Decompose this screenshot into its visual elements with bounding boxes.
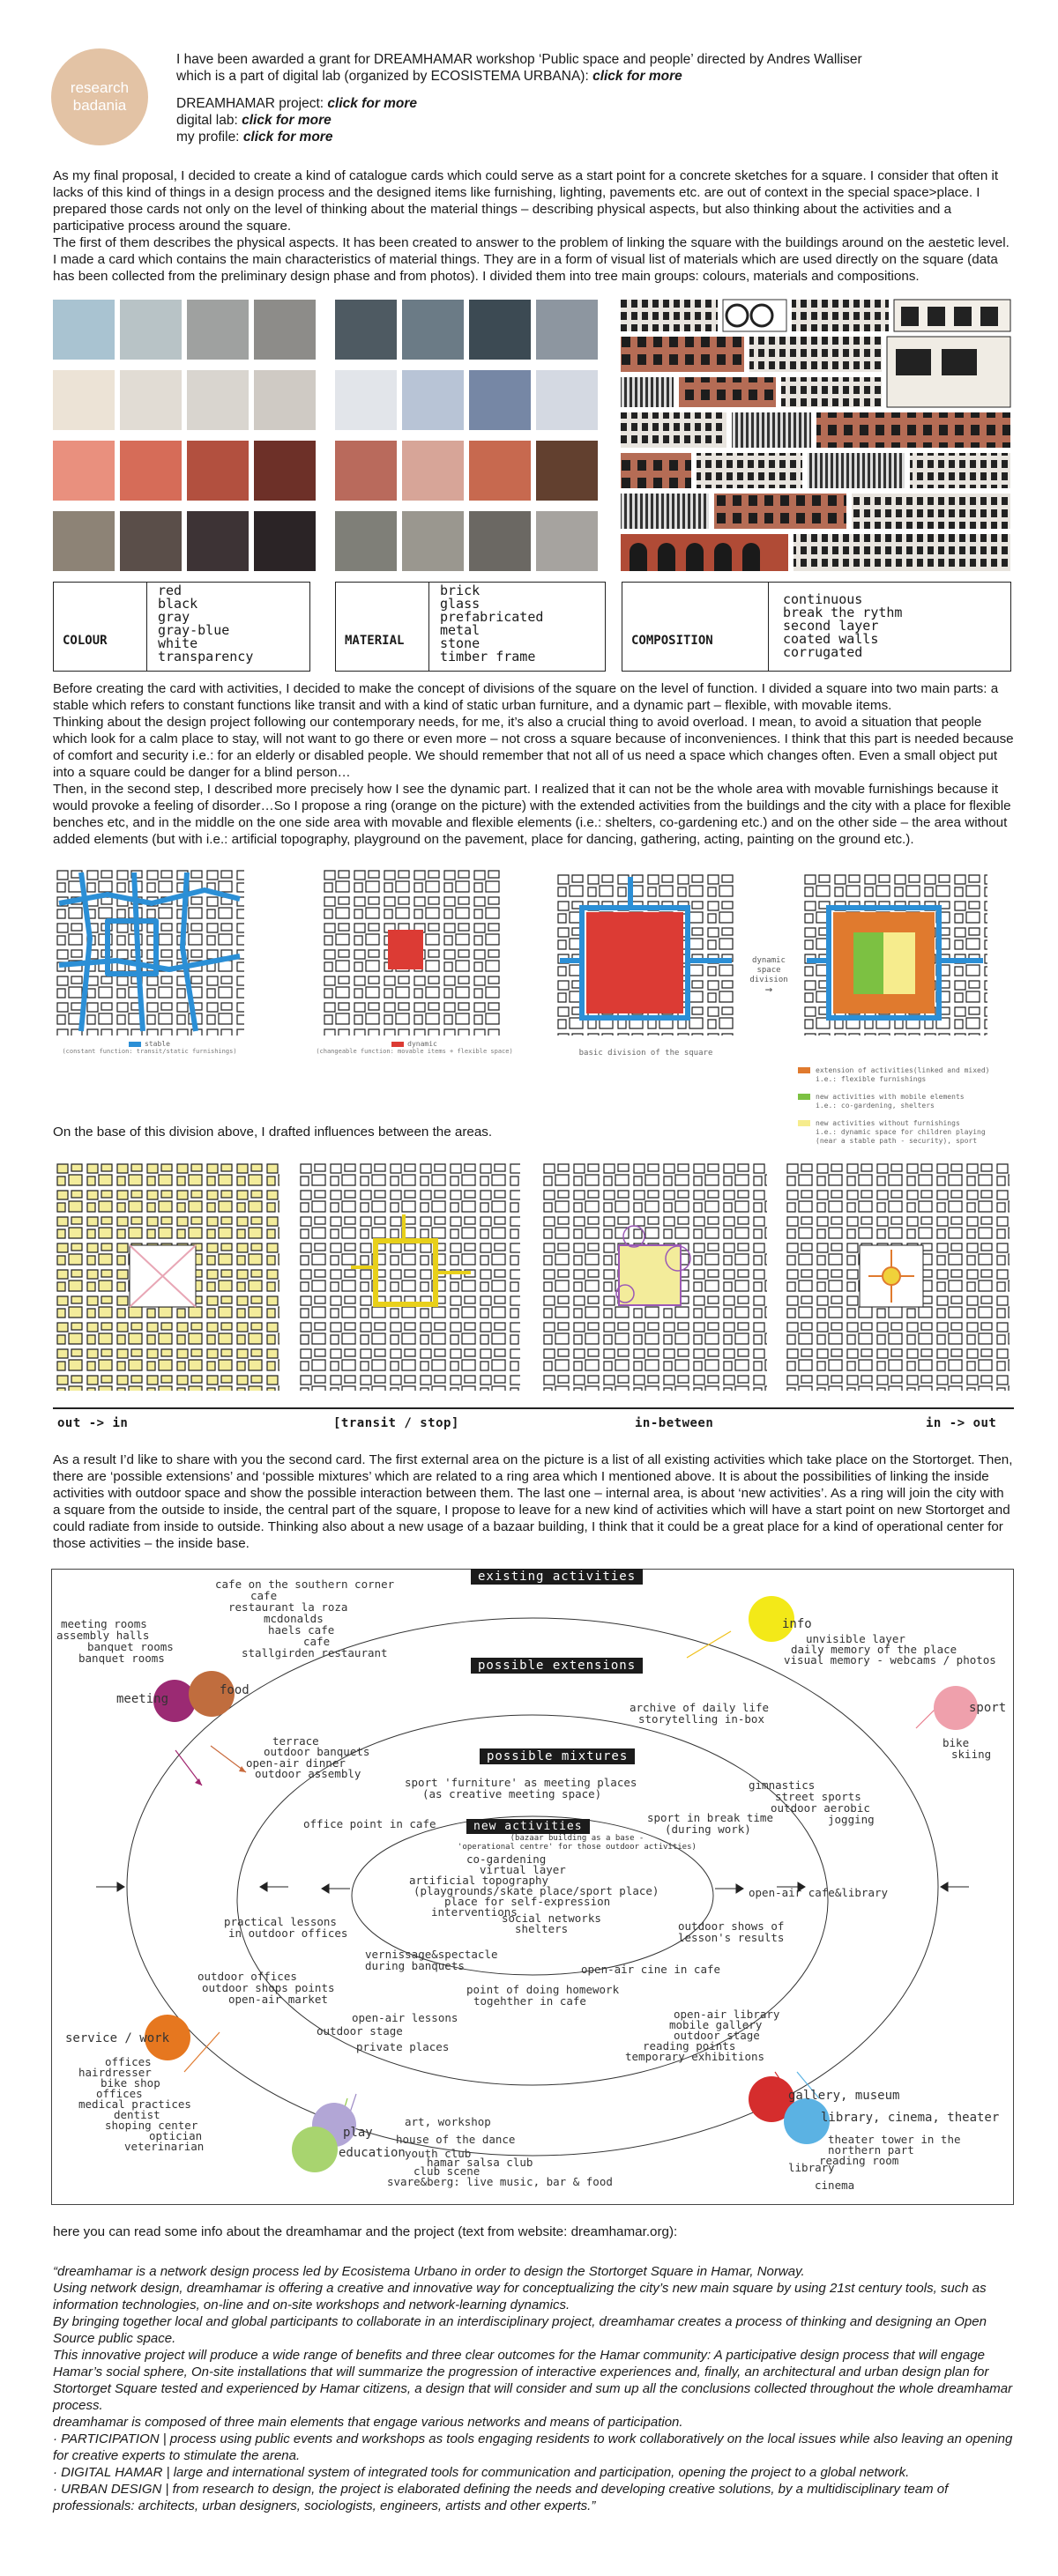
diagram-text: mobile gallery [669, 2018, 763, 2031]
card-item: white [158, 635, 198, 651]
card-item: break the rythm [783, 605, 903, 620]
diagram-text: terrace [272, 1734, 319, 1748]
card-item: corrugated [783, 644, 863, 660]
card-item: metal [440, 622, 481, 638]
material-swatch [469, 441, 531, 501]
card-label: COLOUR [63, 634, 108, 648]
map-icon [55, 1162, 279, 1391]
material-swatch [536, 441, 598, 501]
diagram-text: cafe [303, 1635, 331, 1648]
education-circle [292, 2127, 338, 2172]
legend-swatch [798, 1094, 810, 1100]
diagram-text: northern part [828, 2143, 914, 2157]
colour-swatch [120, 511, 182, 571]
diagram-text: storytelling in-box [638, 1712, 764, 1726]
material-swatch [335, 511, 397, 571]
intro-line-2-text: which is a part of digital lab (organized by ECOSISTEMA URBANA): [176, 69, 593, 84]
card-item: transparency [158, 649, 254, 664]
legend-line: i.e.: dynamic space for children playing [816, 1128, 986, 1136]
diagram-text: hamar salsa club [427, 2156, 533, 2169]
card-label: MATERIAL [345, 634, 405, 648]
diagram-text: veterinarian [124, 2140, 205, 2153]
diagram-text: (bazaar building as a base - [510, 1834, 644, 1843]
diagram-text: haels cafe [268, 1623, 335, 1637]
diagram-text: skiing [951, 1748, 992, 1761]
diagram-text: reading points [643, 2039, 736, 2053]
diagram-text: bike [943, 1736, 970, 1749]
quote-paragraph: · PARTICIPATION | process using public events and workshops as tools engaging residents to work collaboratively on the local issues while also leaving an opening for creative experts to stimulate the arena. [53, 2431, 1013, 2463]
legend-swatch [798, 1067, 810, 1073]
division-arrow-label [742, 956, 795, 995]
colour-swatch [120, 370, 182, 430]
diagram-text: cinema [815, 2179, 855, 2192]
diagram-text: youth club [405, 2147, 472, 2160]
legend-sub: (constant function: transit/static furnishings) [62, 1048, 237, 1055]
diagram-text: vernissage&spectacle [365, 1948, 498, 1961]
colour-card [53, 582, 310, 672]
intro-line-2 [176, 68, 970, 85]
material-swatch-grid [335, 300, 600, 573]
research-badge [51, 48, 148, 145]
diagram-text: (playgrounds/skate place/sport place) [414, 1884, 659, 1897]
diagram-text: place for self-expression [444, 1895, 611, 1908]
food-label: food [220, 1683, 250, 1697]
diagram-text: offices [96, 2087, 143, 2100]
composition-card [622, 582, 1011, 672]
education-label: education [339, 2146, 406, 2160]
card-divider [428, 583, 429, 671]
card-divider [146, 583, 147, 671]
paragraph: Before creating the card with activities, I decided to make the concept of divisions of the square on the level of function. I divided a square into two main parts: a stable which refers to constant functions like transit and with a kind of static urban furniture, and a dynamic part – flexible, with movable items. [53, 681, 999, 713]
material-swatch [536, 370, 598, 430]
diagram-text: jogging [828, 1813, 875, 1826]
card-item: gray [158, 609, 190, 625]
material-swatch [536, 300, 598, 360]
colour-swatch-grid [53, 300, 317, 573]
diagram-text: open-air dinner [246, 1756, 346, 1770]
ecosistema-link[interactable]: click for more [592, 69, 682, 84]
material-swatch [469, 370, 531, 430]
diagram-text: cafe on the southern corner [215, 1578, 395, 1591]
material-swatch [335, 441, 397, 501]
diagram-text: bike shop [101, 2076, 160, 2090]
dynamic-map [322, 868, 503, 1036]
paragraph: Thinking about the design project following our contemporary needs, for me, it’s also a crucial thing to avoid overload. I mean, to avoid a situation that people which look for a calm place to stay, will not want to go there or even more – not cross a square because of inconveniences. I think that this part is needed because of comfort and security i.e.: for an elderly or disabled people. We should remember that not all of us need a space which changes often. Even a small object put into a square could be danger for a blind person… [53, 715, 1014, 780]
diagram-text: stallgirden restaurant [242, 1646, 388, 1659]
diagram-text: archive of daily life [630, 1701, 770, 1714]
diagram-text: meeting rooms [61, 1617, 147, 1630]
diagram-text: mcdonalds [264, 1612, 324, 1625]
material-swatch [402, 300, 464, 360]
diagram-text: theater tower in the [828, 2133, 961, 2146]
colour-swatch [53, 300, 115, 360]
colour-swatch [254, 370, 316, 430]
meeting-label: meeting [116, 1692, 169, 1706]
influence-map-out-in [55, 1162, 279, 1391]
project-link[interactable]: click for more [327, 96, 418, 111]
basic-division-caption: basic division of the square [578, 1049, 713, 1058]
diagram-text: banquet rooms [78, 1652, 165, 1665]
info-intro: here you can read some info about the dreamhamar and the project (text from website: dreamhamar.org): [53, 2224, 678, 2239]
card-item: timber frame [440, 649, 536, 664]
colour-swatch [187, 441, 249, 501]
quote-paragraph: By bringing together local and global participants to collaborate in an interdisciplinary project, dreamhamar creates a process of thinking and designing an Open Source public space. [53, 2314, 987, 2346]
map-icon [298, 1162, 520, 1391]
diagram-text: during banquets [365, 1959, 465, 1972]
paragraph: The first of them describes the physical aspects. It has been created to answer to the problem of linking the square with the buildings around on the aestetic level. I made a card which contains the main characteristics of material things. They are in a form of visual list of materials which are used directly on the square (data has been collected from the preliminary design phase and from photos). I divided them into tree main groups: colours, materials and compositions. [53, 235, 1010, 284]
colour-swatch [187, 300, 249, 360]
diagram-text: open-air cafe&library [749, 1886, 889, 1899]
diagram-text: dentist [114, 2108, 160, 2121]
project-label: DREAMHAMAR project: [176, 96, 328, 111]
material-swatch [335, 370, 397, 430]
info-label: info [782, 1617, 812, 1631]
diagram-text: private places [356, 2040, 450, 2053]
card-item: black [158, 596, 198, 612]
dynamic-division-map [802, 872, 987, 1036]
diagram-text: office point in cafe [303, 1817, 436, 1830]
diagram-text: offices [105, 2055, 152, 2068]
material-swatch [469, 511, 531, 571]
dreamhamar-quote [53, 2263, 1014, 2514]
material-swatch [402, 511, 464, 571]
colour-swatch [120, 300, 182, 360]
material-swatch [536, 511, 598, 571]
diagram-text: practical lessons [224, 1915, 337, 1928]
colour-swatch [53, 441, 115, 501]
possible-mixtures-header: possible mixtures [480, 1748, 635, 1764]
library-label: library, cinema, theater [821, 2111, 1000, 2125]
diagram-text: social networks [502, 1912, 601, 1925]
legend-line: i.e.: flexible furnishings [816, 1075, 927, 1083]
diagram-text: cafe [250, 1589, 278, 1602]
composition-photos [619, 298, 1012, 573]
diagram-text: 'operational centre' for those outdoor activities) [458, 1843, 697, 1852]
material-swatch [469, 300, 531, 360]
diagram-text: assembly halls [56, 1629, 150, 1642]
diagram-text: shoping center [105, 2119, 198, 2132]
label-transit-stop: [transit / stop] [333, 1416, 459, 1430]
card-item: brick [440, 583, 481, 598]
lab-link[interactable]: click for more [242, 113, 332, 128]
material-swatch [402, 370, 464, 430]
new-activities-header: new activities [466, 1819, 590, 1834]
diagram-text: hairdresser [78, 2066, 152, 2079]
diagram-text: point of doing homework [466, 1983, 620, 1996]
diagram-text: club scene [414, 2164, 481, 2178]
map-icon [555, 872, 736, 1036]
quote-paragraph: · DIGITAL HAMAR | large and international system of integrated tools for communication and participation, opening the project to a global network. [53, 2465, 910, 2480]
diagram-text: outdoor stage [674, 2029, 760, 2042]
building-facade-icon [619, 298, 1012, 573]
basic-division-map [555, 872, 736, 1036]
diagram-text: house of the dance [396, 2133, 516, 2146]
diagram-text: co-gardening [466, 1852, 547, 1866]
card-item: glass [440, 596, 481, 612]
legend-line: i.e.: co-gardening, shelters [816, 1102, 935, 1110]
material-swatch [402, 441, 464, 501]
diagram-text: art, workshop [405, 2115, 491, 2128]
diagram-text: outdoor stage [317, 2024, 403, 2038]
diagram-text: svare&berg: live music, bar & food [387, 2175, 613, 2188]
card-item: red [158, 583, 183, 598]
division-label: dynamic [752, 956, 786, 965]
card-item: stone [440, 635, 481, 651]
colour-swatch [53, 511, 115, 571]
legend-sub: (changeable function: movable items + flexible space) [316, 1048, 513, 1055]
possible-extensions-header: possible extensions [471, 1658, 643, 1674]
card-list [783, 593, 902, 659]
colour-swatch [254, 511, 316, 571]
badge-line-2: badania [72, 97, 127, 114]
label-out-in: out -> in [57, 1416, 129, 1430]
diagram-text: outdoor assembly [255, 1767, 361, 1780]
gallery-label: gallery, museum [788, 2089, 900, 2103]
card-item: continuous [783, 591, 863, 607]
map-icon [541, 1162, 767, 1391]
profile-link[interactable]: click for more [242, 130, 333, 145]
colour-swatch [254, 441, 316, 501]
sport-label: sport [969, 1701, 1007, 1715]
diagram-text: open-air cine in cafe [581, 1963, 721, 1976]
quote-paragraph: dreamhamar is composed of three main elements that engage various networks and means of participation. [53, 2415, 683, 2430]
label-in-out: in -> out [926, 1416, 997, 1430]
diagram-text: gimnastics [749, 1778, 816, 1792]
profile-line [176, 129, 970, 145]
influence-map-in-out [785, 1162, 1010, 1391]
diagram-text: sport 'furniture' as meeting places [405, 1776, 637, 1789]
diagram-text: daily memory of the place [791, 1643, 957, 1656]
arrow-right-icon: → [764, 983, 773, 997]
second-card-paragraph: As a result I’d like to share with you the second card. The first external area on the picture is a list of all existing activities which take place on the Stortorget. Then, there are ‘possible extensions’ and ‘possible mixtures’ which are related to a ring area which I mentioned above. It is about the possibilities of linking the inside activities with outdoor space and show the possible interaction between them. The last one – internal area, is about ‘new activities’. As a ring will join the city with a square from the outside to inside, the central part of the square, I propose to leave for a new kind of activities which will have a start point on new Stortorget and could radiate from inside to outside. Thinking also about a new usage of a bazaar building, I think that it could be a great place for a kind of operational center for those activities – the inside base. [53, 1452, 1013, 1551]
diagram-text: outdoor shops points [202, 1981, 335, 1994]
lab-line [176, 112, 970, 129]
paragraph: As my final proposal, I decided to create a kind of catalogue cards which could serve as a start point for a concrete sketches for a square. I consider that often it lacks of this kind of things in a design process and the designed items like furnishing, lighting, pavements etc. are out of context in the special space>place. I prepared those cards not only on the level of thinking about the material things – describing physical aspects, but also thinking about the activities and a participative process around the square. [53, 168, 999, 234]
card-item: second layer [783, 618, 879, 634]
influences-intro: On the base of this division above, I drafted influences between the areas. [53, 1125, 493, 1140]
diagram-text: in outdoor offices [228, 1926, 348, 1940]
division-paragraphs [53, 680, 1014, 848]
activities-diagram [51, 1569, 1014, 2205]
quote-paragraph: Using network design, dreamhamar is offering a creative and innovative way for conceptualizing the city’s new main square by using 21st century tools, such as information technologies, on-line and on-site workshops and network-learning dynamics. [53, 2281, 987, 2312]
service-label: service / work [65, 2031, 170, 2045]
card-item: coated walls [783, 631, 879, 647]
diagram-text: interventions [431, 1905, 518, 1919]
colour-swatch [53, 370, 115, 430]
card-divider [768, 583, 769, 671]
diagram-text: artificial topography [409, 1874, 549, 1887]
lab-label: digital lab: [176, 113, 242, 128]
diagram-text: street sports [775, 1790, 861, 1803]
legend-text: dynamic [407, 1040, 437, 1048]
diagram-text: outdoor banquets [264, 1745, 370, 1758]
colour-swatch [187, 511, 249, 571]
new-activities-sub [458, 1834, 697, 1852]
diagram-text: open-air market [228, 1993, 328, 2006]
diagram-text: temporary exhibitions [625, 2050, 765, 2063]
diagram-text: outdoor offices [197, 1970, 297, 1983]
legend-row [798, 1066, 1027, 1084]
card-list [158, 584, 253, 664]
diagram-text: library [788, 2161, 835, 2174]
map-icon [55, 868, 244, 1036]
quote-paragraph: This innovative project will produce a wide range of benefits and three clear outcomes for the Hamar community: A participative design process that will engage Hamar’s social sphere, On-site installations that will summarize the progression of interactive experiences and, finally, an architectural and urban design plan for Stortorget Square tested and experienced by Hamar citizens, a design that will consider and sum up all the conclusions collected throughout the whole dreamhamar process. [53, 2348, 1013, 2413]
intro-block [176, 51, 970, 145]
legend-row [798, 1093, 1027, 1110]
colour-swatch [254, 300, 316, 360]
influence-map-transit [298, 1162, 520, 1391]
card-list [440, 584, 543, 664]
paragraph: Then, in the second step, I described more precisely how I see the dynamic part. I realized that it can not be the whole area with movable furnishings because it would provoke a feeling of disorder…So I propose a ring (orange on the picture) with the extended activities from the buildings and the city with a place for flexible benches etc, and in the middle on the one side area with movable and flexible elements (i.e.: shelters, co-gardening etc.) and on the other side – the area without added elements (but with i.e.: artificial topography, playground on the pavement, place for dancing, gathering, acting, painting on the ground etc.). [53, 782, 1011, 847]
map-icon [322, 868, 503, 1036]
material-card [335, 582, 606, 672]
diagram-text: banquet rooms [87, 1640, 174, 1653]
dynamic-legend [300, 1040, 529, 1055]
material-swatch [335, 300, 397, 360]
stable-legend [55, 1040, 244, 1055]
play-label: play [343, 2126, 373, 2140]
quote-paragraph: “dreamhamar is a network design process led by Ecosistema Urbano in order to design the Stortorget Square in Hamar, Norway. [53, 2264, 805, 2279]
legend-line: (near a stable path - security), sport [816, 1137, 978, 1145]
diagram-text: (as creative meeting space) [422, 1787, 602, 1800]
diagram-text: restaurant la roza [228, 1600, 348, 1614]
card-item: gray-blue [158, 622, 230, 638]
legend-text [816, 1093, 965, 1110]
legend-swatch [129, 1042, 141, 1047]
diagram-text: lesson's results [678, 1931, 785, 1944]
diagram-text: outdoor shows of [678, 1919, 785, 1933]
diagram-text: medical practices [78, 2097, 191, 2111]
map-icon [802, 872, 987, 1036]
intro-line-1: I have been awarded a grant for DREAMHAMAR workshop ‘Public space and people’ directed by Andres Walliser [176, 52, 862, 67]
project-line [176, 95, 970, 112]
legend-swatch [391, 1042, 404, 1047]
diagram-text: (during work) [665, 1823, 751, 1836]
legend-text: stable [145, 1040, 170, 1048]
diagram-text: togehther in cafe [473, 1994, 586, 2008]
division-legend [798, 1066, 1027, 1154]
division-label: division [749, 976, 788, 984]
existing-activities-header: existing activities [471, 1569, 643, 1585]
colour-swatch [187, 370, 249, 430]
influence-map-in-between [541, 1162, 767, 1391]
diagram-text: outdoor aerobic [771, 1801, 870, 1815]
diagram-text: open-air library [674, 2008, 780, 2021]
diagram-text: optician [149, 2129, 203, 2142]
legend-text [816, 1066, 989, 1084]
badge-line-1: research [70, 79, 130, 96]
diagram-text: shelters [515, 1922, 569, 1935]
division-label: space [756, 966, 781, 975]
card-item: prefabricated [440, 609, 544, 625]
legend-line: new activities with mobile elements [816, 1093, 965, 1101]
profile-label: my profile: [176, 130, 243, 145]
diagram-text: virtual layer [480, 1863, 566, 1876]
diagram-text: visual memory - webcams / photos [784, 1653, 996, 1667]
diagram-text: unvisible layer [806, 1632, 905, 1645]
diagram-text: sport in break time [647, 1811, 773, 1824]
label-in-between: in-between [635, 1416, 714, 1430]
quote-paragraph: · URBAN DESIGN | from research to design, the project is elaborated defining the needs and developing creative solutions, by a multidisciplinary team of professionals: architects, urban designers, sociologists, engineers, artists and other experts.” [53, 2482, 949, 2513]
legend-line: new activities without furnishings [816, 1119, 960, 1127]
diagram-text: open-air lessons [352, 2011, 458, 2024]
stable-map [55, 868, 244, 1036]
intro-paragraphs [53, 167, 1014, 285]
map-icon [785, 1162, 1010, 1391]
colour-swatch [120, 441, 182, 501]
card-label: COMPOSITION [631, 634, 713, 648]
diagram-text: reading room [819, 2154, 899, 2167]
divider-line [53, 1407, 1014, 1409]
legend-line: extension of activities(linked and mixed) [816, 1066, 990, 1074]
